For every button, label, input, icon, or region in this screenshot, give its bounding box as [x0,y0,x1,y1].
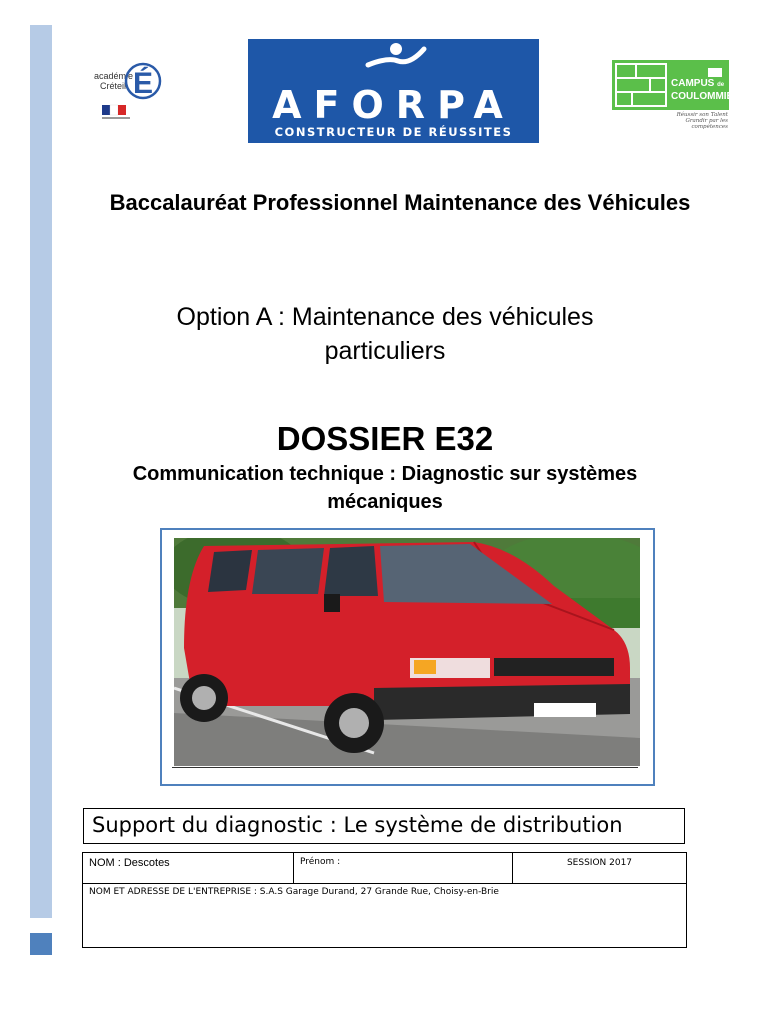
prenom-cell[interactable] [294,853,513,883]
table-row-divider [83,883,686,884]
aforpa-tagline: CONSTRUCTEUR DE RÉUSSITES [274,125,513,139]
campus-line2: COULOMMIERS [671,91,748,102]
entreprise-label: NOM ET ADRESSE DE L'ENTREPRISE : S.A.S Garage Durand, 27 Grande Rue, Choisy-en-Brie [89,887,499,897]
aforpa-logo [248,39,539,143]
dossier-subtitle: Communication technique : Diagnostic sur systèmes mécaniques [132,463,638,513]
aforpa-name: AFORPA [272,83,515,127]
session-cell [513,853,686,883]
academie-letter: É [133,67,154,100]
nom-cell[interactable] [83,853,294,883]
academie-line2: Créteil [100,81,127,91]
photo-divider [172,767,638,768]
support-text: Support du diagnostic : Le système de distribution [92,813,623,837]
van-photo-frame [160,528,655,786]
prenom-label: Prénom : [300,857,341,867]
side-accent-bar [30,25,52,918]
option-title: Option A : Maintenance des véhicules particuliers [176,303,594,365]
red-van-image [174,538,640,766]
campus-box [612,60,748,110]
campus-tagline: Réussir son Talent Grandir par les compétences [676,112,728,130]
campus-coulommiers-logo [612,60,748,130]
campus-line1: CAMPUS [671,78,715,89]
campus-text [671,78,747,103]
diploma-title: Baccalauréat Professionnel Maintenance des Véhicules [109,190,691,215]
student-info-table [82,852,687,948]
academie-creteil-logo [70,55,172,123]
session-label: SESSION 2017 [566,858,633,868]
support-box [83,808,685,844]
side-accent-square [30,933,52,955]
academie-line1: académie [94,71,134,81]
dossier-title: DOSSIER E32 [276,420,494,457]
campus-small: de [717,82,725,88]
nom-label: NOM : Descotes [89,857,170,869]
